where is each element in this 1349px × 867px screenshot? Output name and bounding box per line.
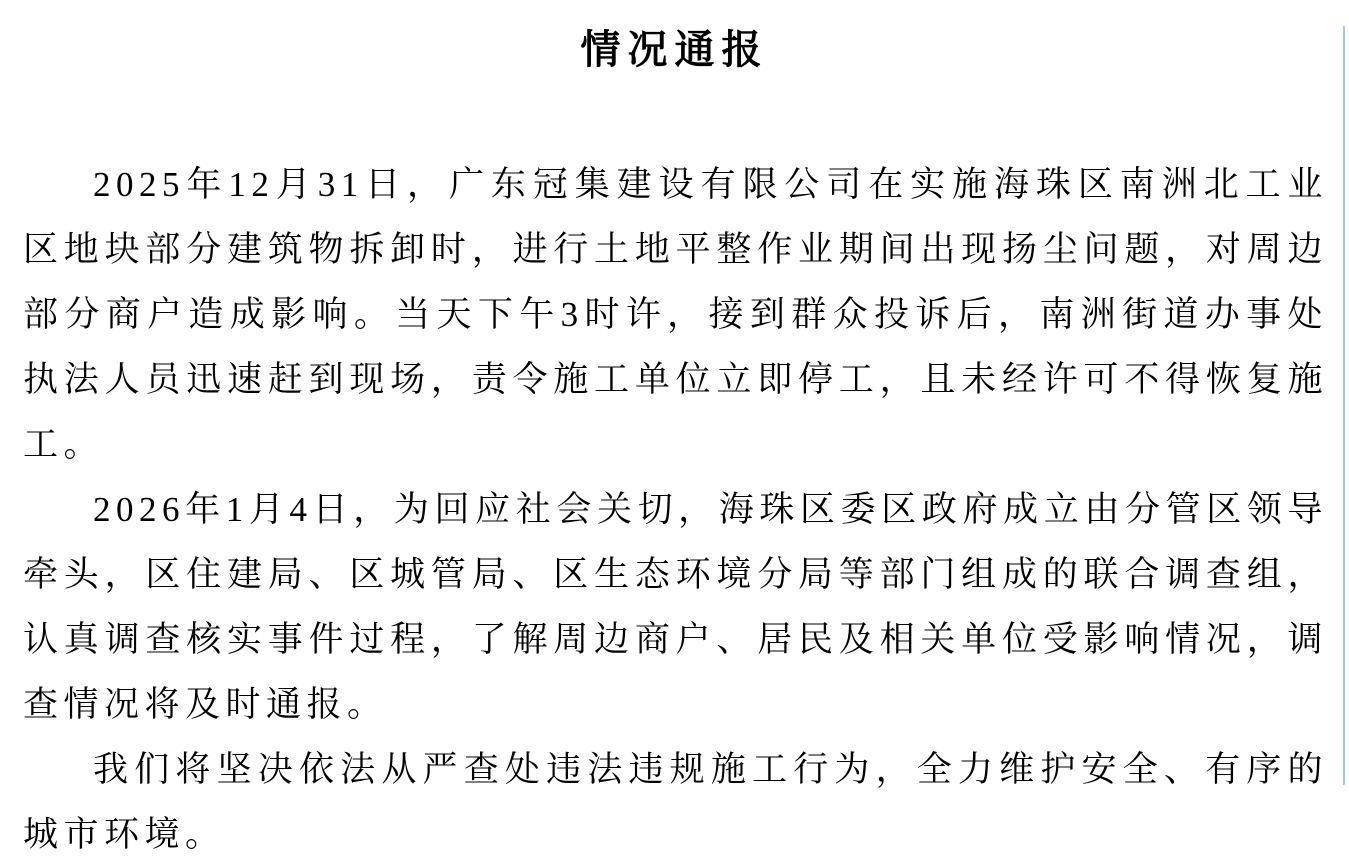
right-edge-divider [1343, 26, 1345, 785]
paragraph-incident: 2025年12月31日，广东冠集建设有限公司在实施海珠区南洲北工业区地块部分建筑物拆卸时，进行土地平整作业期间出现扬尘问题，对周边部分商户造成影响。当天下午3时许，接到群众投诉后，南洲街道办事处执法人员迅速赶到现场，责令施工单位立即停工，且未经许可不得恢复施工。 [23, 165, 1328, 464]
page-title: 情况通报 [580, 27, 769, 72]
notice-document-page [0, 26, 1349, 854]
document-body [0, 152, 1349, 867]
paragraph-investigation: 2026年1月4日，为回应社会关切，海珠区委区政府成立由分管区领导牵头，区住建局、区城管局、区生态环境分局等部门组成的联合调查组，认真调查核实事件过程，了解周边商户、居民及相关单位受影响情况，调查情况将及时通报。 [23, 490, 1328, 724]
paragraph-commitment: 我们将坚决依法从严查处违法违规施工行为，全力维护安全、有序的城市环境。 [23, 750, 1328, 854]
